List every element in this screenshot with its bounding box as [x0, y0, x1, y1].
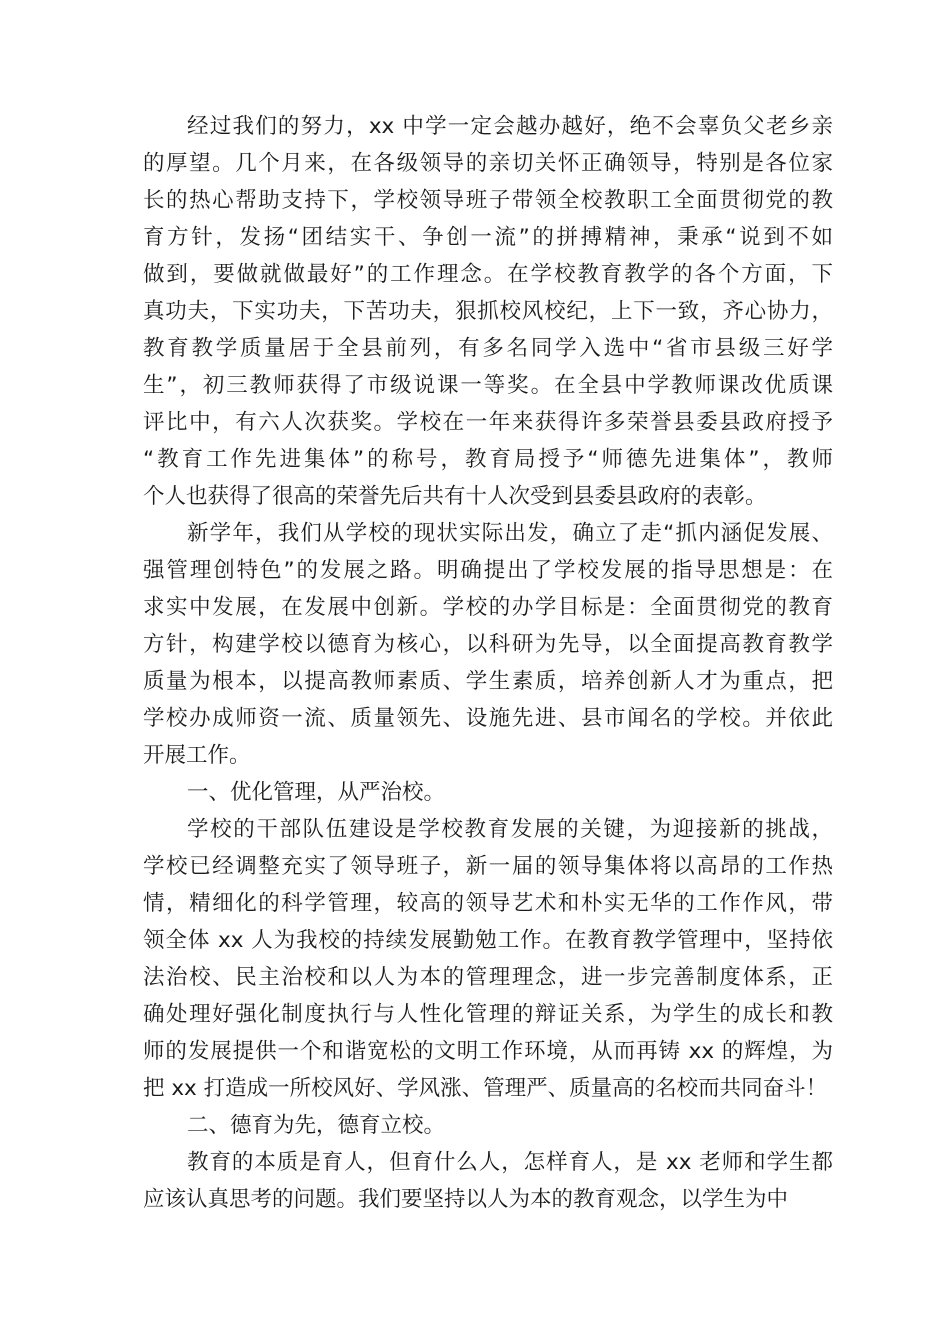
text-line: 真功夫，下实功夫，下苦功夫，狠抓校风校纪，上下一致，齐心协力，: [143, 299, 833, 324]
text-line: 一、优化管理，从严治校。: [187, 780, 446, 805]
text-line: 把 xx 打造成一所校风好、学风涨、管理严、质量高的名校而共同奋斗！: [143, 1076, 828, 1101]
text-line: 生”，初三教师获得了市级说课一等奖。在全县中学教师课改优质课: [143, 373, 833, 398]
text-line: 情，精细化的科学管理，较高的领导艺术和朴实无华的工作作风，带: [143, 891, 833, 916]
text-line: 方针，构建学校以德育为核心，以科研为先导，以全面提高教育教学: [143, 632, 833, 657]
paragraph: [143, 515, 833, 774]
text-line: 强管理创特色”的发展之路。明确提出了学校发展的指导思想是：在: [143, 558, 833, 583]
text-line: 确处理好强化制度执行与人性化管理的辩证关系，为学生的成长和教: [143, 1002, 833, 1027]
text-line: 学校办成师资一流、质量领先、设施先进、县市闻名的学校。并依此: [143, 706, 833, 731]
text-line: 质量为根本，以提高教师素质、学生素质，培养创新人才为重点，把: [143, 669, 833, 694]
text-line: 新学年，我们从学校的现状实际出发，确立了走“抓内涵促发展、: [187, 521, 833, 546]
text-line: 求实中发展，在发展中创新。学校的办学目标是：全面贯彻党的教育: [143, 595, 833, 620]
text-line: 教育的本质是育人，但育什么人，怎样育人，是 xx 老师和学生都: [187, 1150, 833, 1175]
text-line: 开展工作。: [143, 743, 251, 768]
text-line: 学校已经调整充实了领导班子，新一届的领导集体将以高昂的工作热: [143, 854, 833, 879]
text-line: “教育工作先进集体”的称号，教育局授予“师德先进集体”，教师: [143, 447, 833, 472]
text-line: 应该认真思考的问题。我们要坚持以人为本的教育观念，以学生为中: [143, 1187, 789, 1212]
text-line: 评比中，有六人次获奖。学校在一年来获得许多荣誉县委县政府授予: [143, 410, 833, 435]
text-line: 学校的干部队伍建设是学校教育发展的关键，为迎接新的挑战，: [187, 817, 833, 842]
document-page: [143, 108, 833, 1218]
text-line: 做到，要做就做最好”的工作理念。在学校教育教学的各个方面，下: [143, 262, 833, 287]
text-line: 法治校、民主治校和以人为本的管理理念，进一步完善制度体系，正: [143, 965, 833, 990]
text-line: 领全体 xx 人为我校的持续发展勤勉工作。在教育教学管理中，坚持依: [143, 928, 833, 953]
paragraph: [143, 811, 833, 1107]
paragraph: [143, 1107, 833, 1144]
text-line: 二、德育为先，德育立校。: [187, 1113, 446, 1138]
text-line: 长的热心帮助支持下，学校领导班子带领全校教职工全面贯彻党的教: [143, 188, 833, 213]
document-body: [143, 108, 833, 1218]
text-line: 的厚望。几个月来，在各级领导的亲切关怀正确领导，特别是各位家: [143, 151, 833, 176]
paragraph: [143, 108, 833, 515]
text-line: 育方针，发扬“团结实干、争创一流”的拼搏精神，秉承“说到不如: [143, 225, 833, 250]
text-line: 经过我们的努力，xx 中学一定会越办越好，绝不会辜负父老乡亲: [187, 114, 833, 139]
paragraph: [143, 774, 833, 811]
text-line: 教育教学质量居于全县前列，有多名同学入选中“省市县级三好学: [143, 336, 833, 361]
paragraph: [143, 1144, 833, 1218]
text-line: 个人也获得了很高的荣誉先后共有十人次受到县委县政府的表彰。: [143, 484, 767, 509]
text-line: 师的发展提供一个和谐宽松的文明工作环境，从而再铸 xx 的辉煌，为: [143, 1039, 833, 1064]
